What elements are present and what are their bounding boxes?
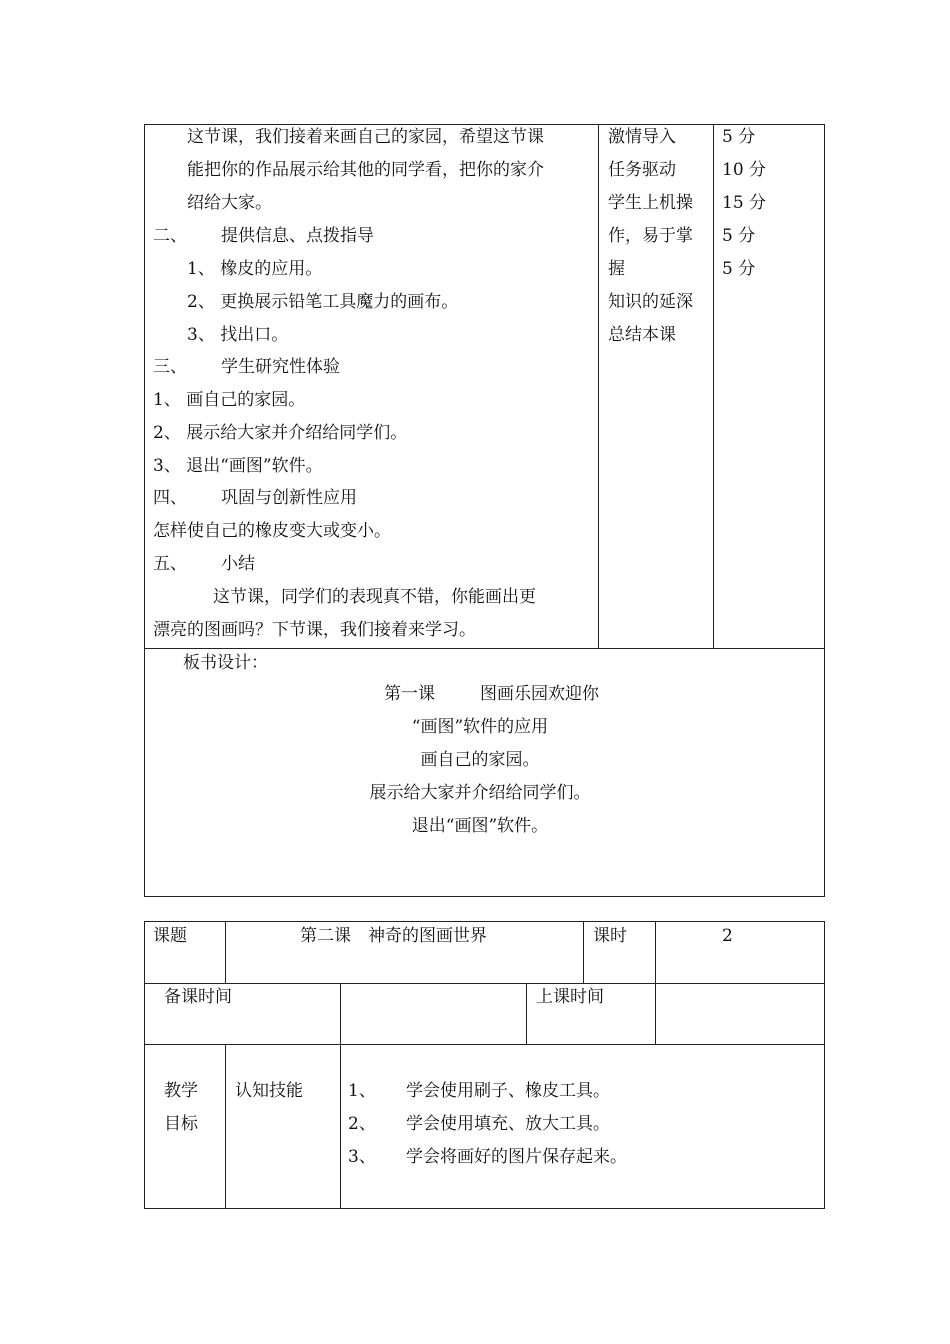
board-lesson-title: 图画乐园欢迎你: [480, 684, 599, 704]
board-line: 展示给大家并介绍给同学们。: [369, 783, 591, 803]
time-value: 15 分: [722, 193, 767, 213]
board-line: 画自己的家园。: [420, 750, 540, 770]
hours-label: 课时: [593, 926, 627, 946]
topic-label: 课题: [153, 926, 187, 946]
lesson-line: 绍给大家。: [187, 193, 272, 213]
activity-line: 作，易于掌: [608, 226, 693, 246]
lesson-line: 3、 退出“画图”软件。: [153, 456, 323, 476]
skill-number: 1、: [348, 1081, 376, 1101]
lesson-line: 2、 更换展示铅笔工具魔力的画布。: [187, 292, 459, 312]
hours-value: 2: [722, 926, 733, 946]
section-number: 二、: [153, 226, 187, 246]
skill-number: 2、: [348, 1114, 376, 1134]
lesson-line: 能把你的作品展示给其他的同学看，把你的家介: [187, 160, 544, 180]
topic-value: 第二课 神奇的图画世界: [300, 926, 487, 946]
prep-time-label: 备课时间: [164, 987, 232, 1007]
skill-text: 学会使用刷子、橡皮工具。: [406, 1081, 610, 1101]
activity-line: 激情导入: [608, 127, 676, 147]
board-label: 板书设计：: [183, 653, 268, 673]
lesson-line: 1、 橡皮的应用。: [187, 259, 323, 279]
time-value: 5 分: [722, 226, 756, 246]
section-title: 学生研究性体验: [221, 357, 340, 377]
skill-number: 3、: [348, 1147, 376, 1167]
lesson-line: 怎样使自己的橡皮变大或变小。: [153, 521, 391, 541]
section-number: 五、: [153, 554, 187, 574]
time-value: 5 分: [722, 127, 756, 147]
activity-line: 总结本课: [608, 325, 676, 345]
lesson-line: 3、 找出口。: [187, 325, 289, 345]
activity-line: 握: [608, 259, 625, 279]
skill-label: 认知技能: [235, 1081, 303, 1101]
lesson-line: 漂亮的图画吗？下节课，我们接着来学习。: [153, 620, 476, 640]
section-title: 小结: [221, 554, 255, 574]
skill-text: 学会使用填充、放大工具。: [406, 1114, 610, 1134]
activity-line: 学生上机操: [608, 193, 693, 213]
lesson-line: 这节课，同学们的表现真不错，你能画出更: [213, 587, 536, 607]
activity-line: 知识的延深: [608, 292, 693, 312]
activity-line: 任务驱动: [608, 160, 676, 180]
section-number: 四、: [153, 488, 187, 508]
goal-label: 教学: [164, 1081, 198, 1101]
goal-label: 目标: [164, 1114, 198, 1134]
section-title: 提供信息、点拨指导: [221, 226, 374, 246]
skill-text: 学会将画好的图片保存起来。: [406, 1147, 627, 1167]
class-time-label: 上课时间: [536, 987, 604, 1007]
section-number: 三、: [153, 357, 187, 377]
board-lesson-number: 第一课: [384, 684, 435, 704]
time-value: 5 分: [722, 259, 756, 279]
board-line: “画图”软件的应用: [411, 717, 549, 737]
section-title: 巩固与创新性应用: [221, 488, 357, 508]
lesson-line: 1、 画自己的家园。: [153, 390, 306, 410]
lesson-line: 2、 展示给大家并介绍给同学们。: [153, 423, 408, 443]
lesson-line: 这节课，我们接着来画自己的家园，希望这节课: [187, 127, 544, 147]
board-line: 退出“画图”软件。: [411, 816, 549, 836]
time-value: 10 分: [722, 160, 767, 180]
